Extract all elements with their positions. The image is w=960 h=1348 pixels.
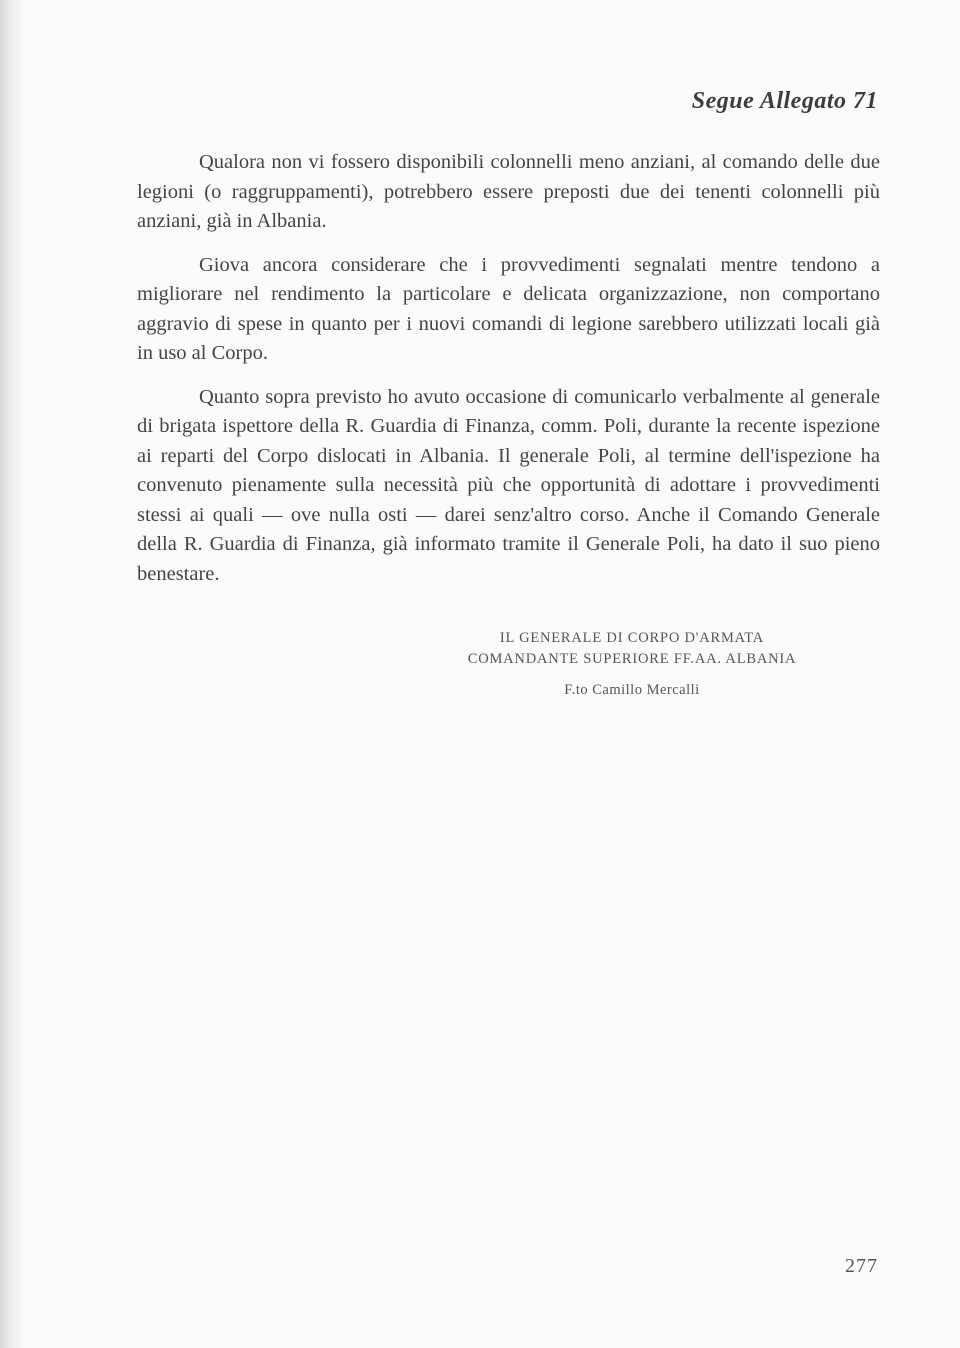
signature-name: F.to Camillo Mercalli xyxy=(564,682,700,698)
page-header: Segue Allegato 71 xyxy=(691,88,878,114)
paragraph: Quanto sopra previsto ho avuto occasione di comunicarlo verbalmente al generale di brigata ispettore della R. Guardia di Finanza, comm. Poli, durante la recente ispezione ai reparti del Corpo dislocati in Albania. Il generale Poli, al termine dell'ispezione ha convenuto pienamente sulla necessità più che opportunità di adottare i provvedimenti stessi ai quali — ove nulla osti — darei senz'altro corso. Anche il Comando Generale della R. Guardia di Finanza, già informato tramite il Generale Poli, ha dato il suo pieno benestare. xyxy=(137,385,880,585)
page-number: 277 xyxy=(845,1255,878,1277)
binding-shadow xyxy=(0,0,26,1348)
body-text xyxy=(137,148,880,603)
paragraph: Qualora non vi fossero disponibili colonnelli meno anziani, al comando delle due legioni (o raggruppamenti), potrebbero essere preposti due dei tenenti colonnelli più anziani, già in Albania. xyxy=(137,151,880,232)
signature-rank: IL GENERALE DI CORPO D'ARMATA xyxy=(499,630,765,646)
paragraph: Giova ancora considerare che i provvedimenti segnalati mentre tendono a migliorare nel rendimento la particolare e delicata organizzazione, non comportano aggravio di spese in quanto per i nuovi comandi di legione sarebbero utilizzati locali già in uso al Corpo. xyxy=(137,253,880,364)
signature-block xyxy=(432,628,832,699)
signature-title: COMANDANTE SUPERIORE FF.AA. ALBANIA xyxy=(467,651,797,667)
